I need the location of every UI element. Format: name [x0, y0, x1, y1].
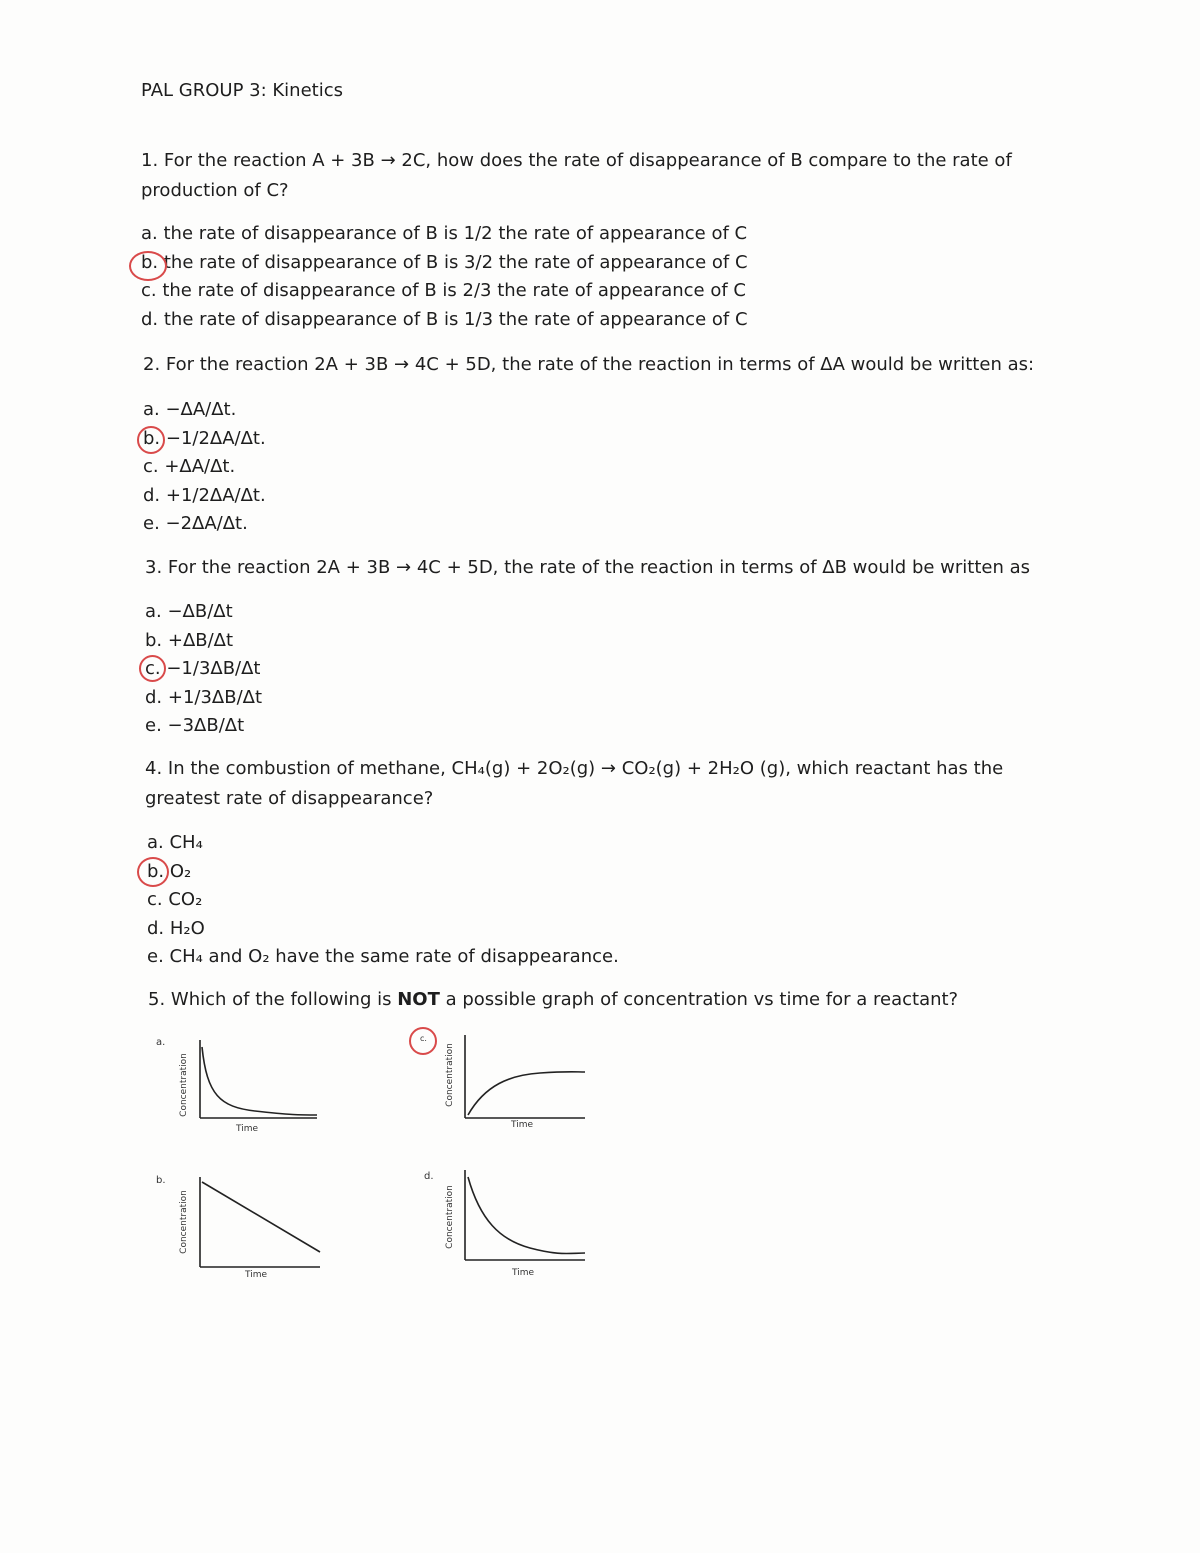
- q2-option-e: e. −2ΔA/Δt.: [143, 513, 248, 534]
- graph-d-curve: [468, 1177, 585, 1254]
- q3-option-b: b. +ΔB/Δt: [145, 629, 234, 651]
- q1-option-a: a. the rate of disappearance of B is 1/2 the rate of appearance of C: [141, 223, 748, 244]
- q4-option-e: e. CH₄ and O₂ have the same rate of disappearance.: [147, 946, 619, 967]
- graph-c-letter: c.: [420, 1034, 427, 1043]
- graph-d-ylabel: Concentration: [444, 1185, 455, 1249]
- graph-a-ylabel: Concentration: [178, 1053, 189, 1117]
- graph-b-ylabel: Concentration: [178, 1190, 189, 1254]
- question-2-text: 2. For the reaction 2A + 3B → 4C + 5D, the rate of the reaction in terms of ΔA would be written as:: [143, 354, 1035, 375]
- graph-c: [440, 1030, 590, 1125]
- q3-option-a: a. −ΔB/Δt: [145, 601, 233, 622]
- graph-b-line: [202, 1182, 320, 1252]
- q5-text-after: a possible graph of concentration vs time for a reactant?: [439, 989, 959, 1010]
- question-3-text: 3. For the reaction 2A + 3B → 4C + 5D, the rate of the reaction in terms of ΔB would be written as: [145, 557, 1031, 578]
- graph-c-xlabel: Time: [511, 1120, 534, 1130]
- graph-d: [440, 1165, 590, 1270]
- graph-d-letter: d.: [424, 1171, 434, 1182]
- q1-option-d: d. the rate of disappearance of B is 1/3 the rate of appearance of C: [141, 308, 748, 330]
- question-4-text: 4. In the combustion of methane, CH₄(g) + 2O₂(g) → CO₂(g) + 2H₂O (g), which reactant has the greatest rate of disappearance?: [145, 758, 1004, 809]
- q2-option-a: a. −ΔA/Δt.: [143, 399, 237, 420]
- graph-c-ylabel: Concentration: [444, 1043, 455, 1107]
- graph-a-letter: a.: [156, 1037, 166, 1048]
- graph-a-xlabel: Time: [236, 1124, 259, 1134]
- q5-text-bold: NOT: [397, 989, 440, 1010]
- q2-option-b: b. −1/2ΔA/Δt.: [143, 427, 266, 449]
- q4-option-d: d. H₂O: [147, 917, 205, 939]
- page-title: PAL GROUP 3: Kinetics: [141, 80, 343, 101]
- q2-option-d: d. +1/2ΔA/Δt.: [143, 484, 266, 506]
- question-3-options: [145, 598, 262, 741]
- graph-b-letter: b.: [156, 1175, 166, 1186]
- graph-b: [175, 1172, 325, 1272]
- q4-option-b: b. O₂: [147, 860, 192, 882]
- question-1-text: 1. For the reaction A + 3B → 2C, how does the rate of disappearance of B compare to the rate of production of C?: [141, 150, 1012, 201]
- q3-option-e: e. −3ΔB/Δt: [145, 715, 245, 736]
- graph-c-curve: [468, 1072, 585, 1115]
- q1-option-c: c. the rate of disappearance of B is 2/3 the rate of appearance of C: [141, 280, 746, 301]
- graph-b-xlabel: Time: [245, 1270, 268, 1280]
- graph-a-curve: [202, 1047, 317, 1115]
- question-1-options: [141, 220, 748, 334]
- q5-text-before: 5. Which of the following is: [148, 989, 398, 1010]
- q3-option-c: c. −1/3ΔB/Δt: [145, 658, 261, 679]
- q2-option-c: c. +ΔA/Δt.: [143, 456, 236, 477]
- q4-option-c: c. CO₂: [147, 889, 203, 910]
- question-5-text: [148, 985, 1048, 1015]
- graph-d-xlabel: Time: [512, 1268, 535, 1278]
- q4-option-a: a. CH₄: [147, 832, 203, 853]
- question-2-options: [143, 396, 266, 539]
- question-4-options: [147, 829, 619, 972]
- q1-option-b: b. the rate of disappearance of B is 3/2 the rate of appearance of C: [141, 251, 748, 273]
- q3-option-d: d. +1/3ΔB/Δt: [145, 686, 263, 708]
